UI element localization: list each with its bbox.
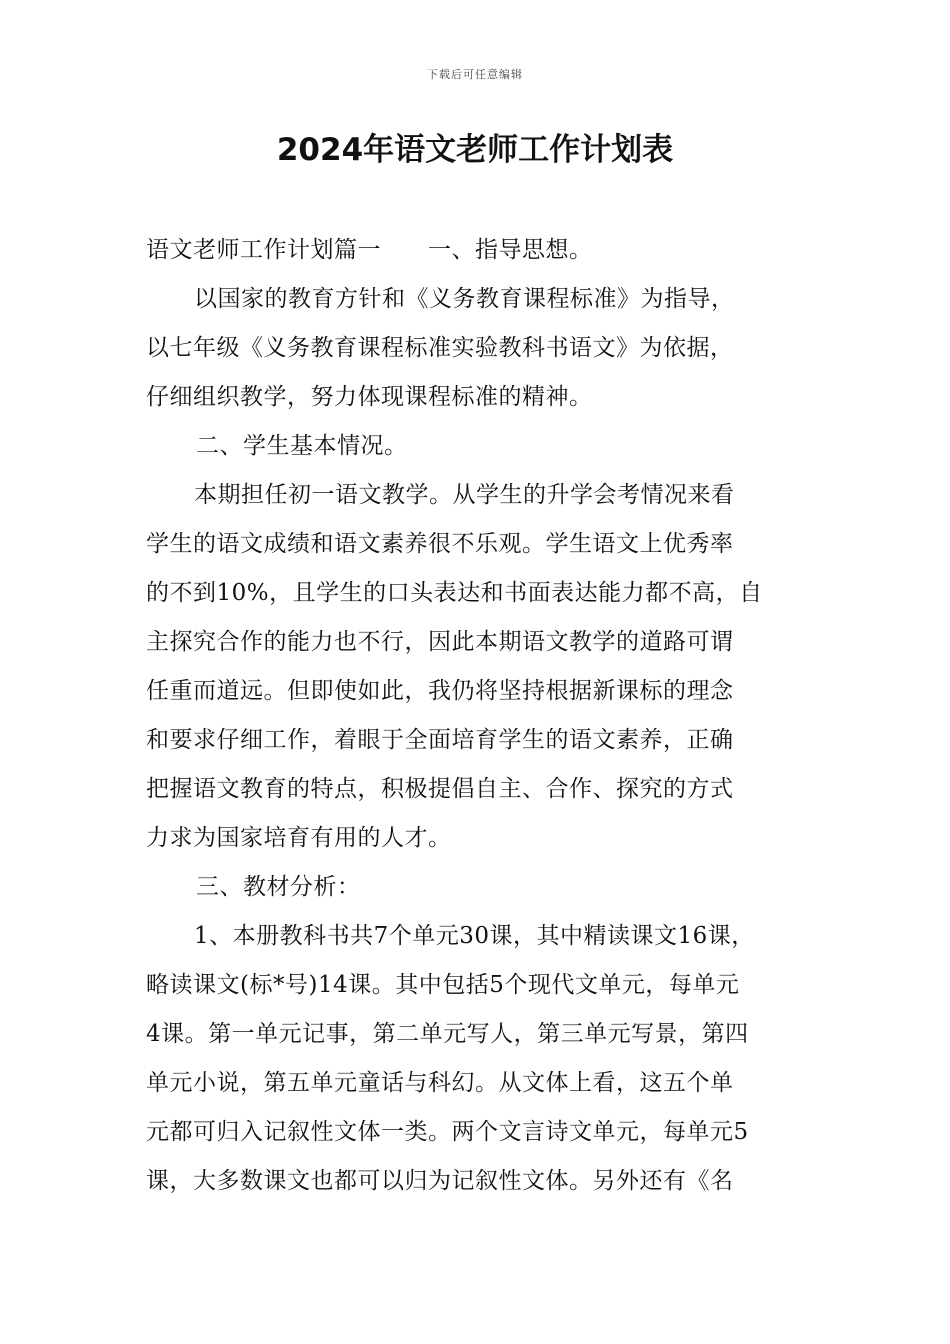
section-heading-line: 三、教材分析： (196, 874, 361, 900)
paragraph-line: 课，大多数课文也都可以归为记叙性文体。另外还有《名 (146, 1168, 734, 1194)
paragraph-line: 和要求仔细工作，着眼于全面培育学生的语文素养，正确 (146, 727, 734, 753)
paragraph-line: 学生的语文成绩和语文素养很不乐观。学生语文上优秀率 (146, 531, 734, 557)
paragraph-line: 元都可归入记叙性文体一类。两个文言诗文单元，每单元5 (146, 1119, 749, 1145)
paragraph-line: 把握语文教育的特点，积极提倡自主、合作、探究的方式 (146, 776, 734, 802)
paragraph-line: 以七年级《义务教育课程标准实验教科书语文》为依据， (146, 335, 734, 361)
paragraph-line: 略读课文(标*号)14课。其中包括5个现代文单元，每单元 (146, 972, 740, 998)
paragraph-line: 以国家的教育方针和《义务教育课程标准》为指导， (194, 286, 735, 312)
section-heading-line: 二、学生基本情况。 (196, 433, 408, 459)
section-heading-line: 语文老师工作计划篇一 一、指导思想。 (146, 237, 593, 263)
paragraph-line: 主探究合作的能力也不行，因此本期语文教学的道路可谓 (146, 629, 734, 655)
paragraph-line: 单元小说，第五单元童话与科幻。从文体上看，这五个单 (146, 1070, 734, 1096)
paragraph-line: 仔细组织教学，努力体现课程标准的精神。 (146, 384, 593, 410)
paragraph-line: 任重而道远。但即使如此，我仍将坚持根据新课标的理念 (146, 678, 734, 704)
document-title: 2024年语文老师工作计划表 (276, 132, 674, 168)
paragraph-line: 的不到10%，且学生的口头表达和书面表达能力都不高，自 (146, 580, 763, 606)
document-body (146, 226, 810, 1206)
paragraph-line: 本期担任初一语文教学。从学生的升学会考情况来看 (194, 482, 735, 508)
header-note: 下载后可任意编辑 (427, 68, 523, 81)
paragraph-line: 4课。第一单元记事，第二单元写人，第三单元写景，第四 (146, 1021, 749, 1047)
paragraph-line: 力求为国家培育有用的人才。 (146, 825, 452, 851)
paragraph-line: 1、本册教科书共7个单元30课，其中精读课文16课， (194, 923, 755, 949)
